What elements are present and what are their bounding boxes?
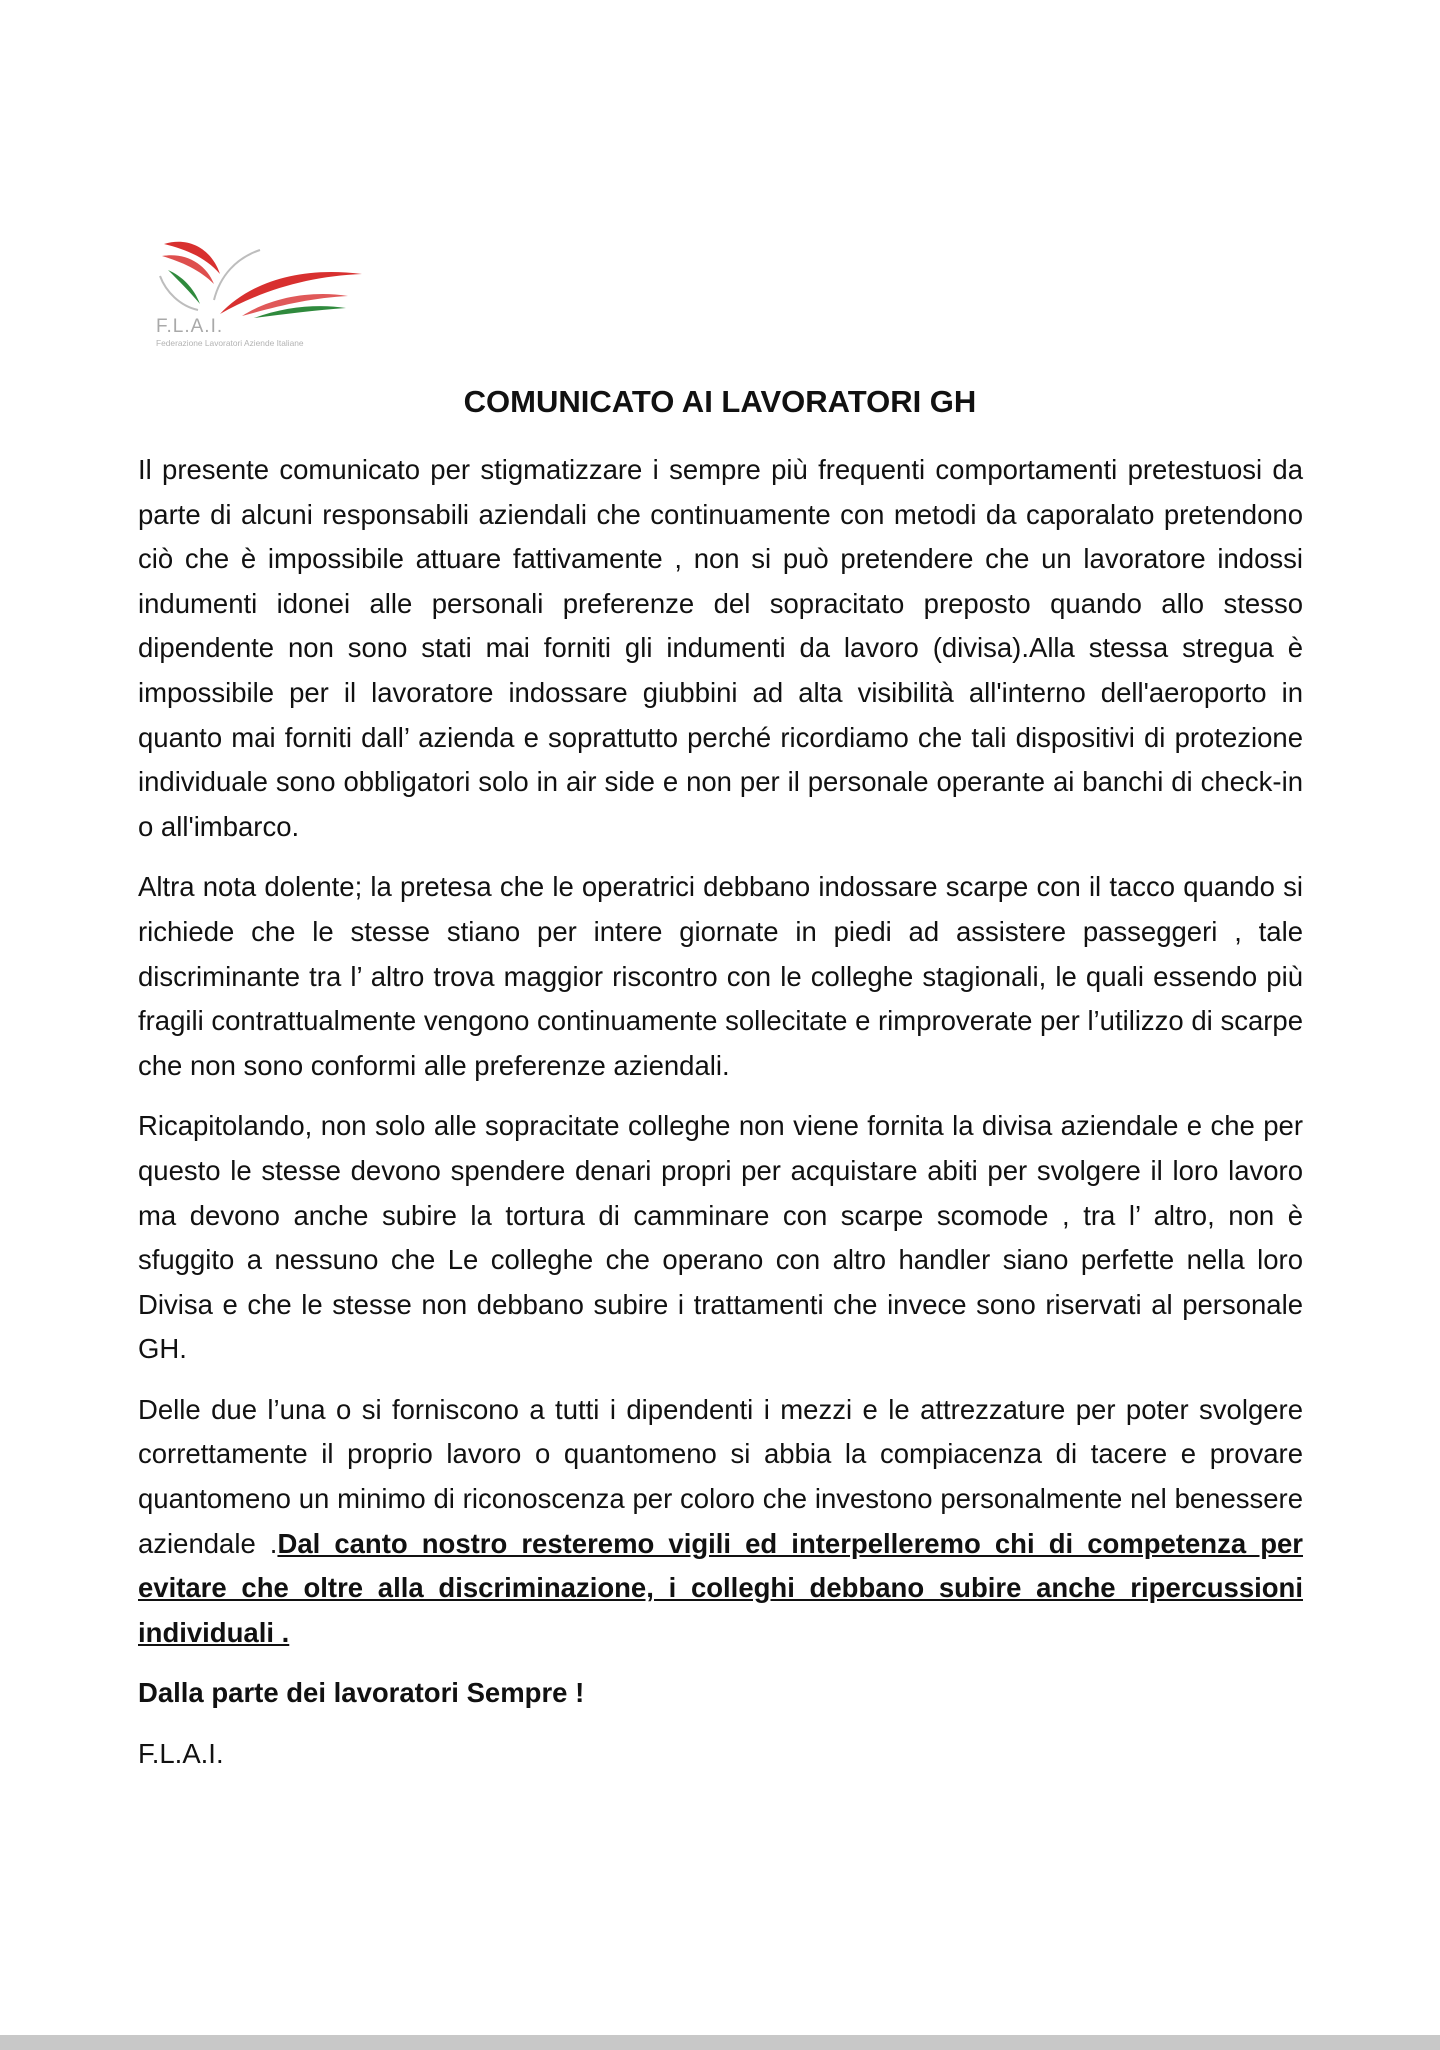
closing-line: Dalla parte dei lavoratori Sempre ! [138,1677,585,1709]
wings-icon [150,236,380,321]
paragraph-4-emphasis: Dal canto nostro resteremo vigili ed interpelleremo chi di competenza per evitare che oltre alla discriminazione, i colleghi debbano subire anche ripercussioni individuali . [138,1527,1303,1648]
paragraph-4 [138,1388,1303,1656]
bottom-bar [0,2035,1440,2050]
paragraph-3: Ricapitolando, non solo alle sopracitate colleghe non viene fornita la divisa aziendale e che per questo le stesse devono spendere denari propri per acquistare abiti per svolgere il loro lavoro ma devono anche subire la tortura di camminare con scarpe scomode , tra l’ altro, non è sfuggito a nessuno che Le colleghe che operano con altro handler siano perfette nella loro Divisa e che le stesse non debbano subire i trattamenti che invece sono riservati al personale GH. [138,1110,1303,1365]
logo-name: F.L.A.I. [156,316,224,337]
logo-subtitle: Federazione Lavoratori Aziende Italiane [156,338,304,348]
paragraph-1: Il presente comunicato per stigmatizzare i sempre più frequenti comportamenti pretestuosi da parte di alcuni responsabili aziendali che continuamente con metodi da caporalato pretendono ciò che è impossibile attuare fattivamente , non si può pretendere che un lavoratore indossi indumenti idonei alle personali preferenze del sopracitato preposto quando allo stesso dipendente non sono stati mai forniti gli indumenti da lavoro (divisa).Alla stessa stregua è impossibile per il lavoratore indossare giubbini ad alta visibilità all'interno dell'aeroporto in quanto mai forniti dall’ azienda e soprattutto perché ricordiamo che tali dispositivi di protezione individuale sono obbligatori solo in air side e non per il personale operante ai banchi di check-in o all'imbarco. [138,454,1303,842]
flai-logo [150,236,380,352]
paragraph-2: Altra nota dolente; la pretesa che le operatrici debbano indossare scarpe con il tacco quando si richiede che le stesse stiano per intere giornate in piedi ad assistere passeggeri , tale discriminante tra l’ altro trova maggior riscontro con le colleghe stagionali, le quali essendo più fragili contrattualmente vengono continuamente sollecitate e rimproverate per l’utilizzo di scarpe che non sono conformi alle preferenze aziendali. [138,871,1303,1081]
document-body [138,448,1303,1777]
paragraph-4-text: Delle due l’una o si forniscono a tutti i dipendenti i mezzi e le attrezzature per poter svolgere correttamente il proprio lavoro o quantomeno si abbia la compiacenza di tacere e provare quantomeno un minimo di riconoscenza per coloro che investono personalmente nel benessere aziendale . [138,1393,1303,1559]
signature: F.L.A.I. [138,1738,224,1770]
document-title: COMUNICATO AI LAVORATORI GH [463,384,977,419]
